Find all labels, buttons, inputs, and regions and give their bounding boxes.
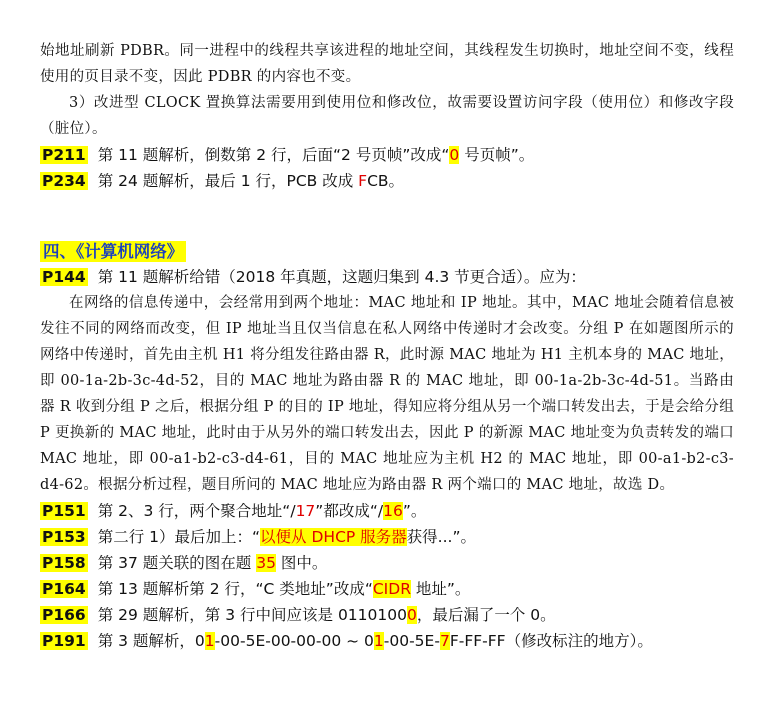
page-tag: P191 bbox=[42, 632, 86, 650]
page-tag: P151 bbox=[42, 502, 86, 520]
page-tag: P234 bbox=[42, 172, 86, 190]
correction-red-text: 17 bbox=[295, 502, 316, 520]
top-paragraph-1: 始地址刷新 PDBR。同一进程中的线程共享该进程的地址空间，其线程发生切换时，地址空间不变，线程使用的页目录不变，因此 PDBR 的内容也不变。 bbox=[40, 43, 734, 85]
erratum-p166: P166 第 29 题解析，第 3 行中间应该是 01101000，最后漏了一个 0。 bbox=[42, 606, 556, 624]
page-tag: P164 bbox=[42, 580, 86, 598]
page-tag: P211 bbox=[42, 146, 86, 164]
correction-highlight: 0 bbox=[406, 606, 417, 624]
erratum-p191: P191 第 3 题解析，01-00-5E-00-00-00 ~ 01-00-5E-7F-FF-FF（修改标注的地方）。 bbox=[42, 632, 653, 650]
page-tag: P166 bbox=[42, 606, 86, 624]
correction-highlight: 35 bbox=[256, 554, 276, 572]
erratum-p164: P164 第 13 题解析第 2 行，“C 类地址”改成“CIDR 地址”。 bbox=[42, 580, 471, 598]
correction-highlight: CIDR bbox=[372, 580, 411, 598]
page-tag: P144 bbox=[42, 268, 86, 286]
erratum-p153: P153 第二行 1）最后加上：“以便从 DHCP 服务器获得...”。 bbox=[42, 528, 476, 546]
erratum-p151: P151 第 2、3 行，两个聚合地址“/17”都改成“/16”。 bbox=[42, 502, 427, 520]
correction-highlight: 0 bbox=[449, 146, 460, 164]
correction-highlight: 以便从 DHCP 服务器 bbox=[260, 528, 407, 546]
correction-highlight: 1 bbox=[204, 632, 215, 650]
erratum-p158: P158 第 37 题关联的图在题 35 图中。 bbox=[42, 554, 328, 572]
erratum-p211: P211 第 11 题解析，倒数第 2 行，后面“2 号页帧”改成“0 号页帧”。 bbox=[42, 146, 535, 164]
erratum-p144-body: 在网络的信息传递中，会经常用到两个地址：MAC 地址和 IP 地址。其中，MAC 地址会随着信息被发往不同的网络而改变，但 IP 地址当且仅当信息在私人网络中传递时才会改变。分组 P 在如题图所示的网络中传递时，首先由主机 H1 将分组发往路由器 R，此时源 MAC 地址为 H1 主机本身的 MAC 地址，即 00-1a-2b-3c-4d-52，目的 MAC 地址为路由器 R 的 MAC 地址，即 00-1a-2b-3c-4d-51。当路由器 R 收到分组 P 之后，根据分组 P 的目的 IP 地址，得知应将分组从另一个端口转发出去，于是会给分组 P 更换新的 MAC 地址，此时由于从另外的端口转发出去，因此 P 的新源 MAC 地址变为负责转发的端口 MAC 地址，即 00-a1-b2-c3-d4-61，目的 MAC 地址应为主机 H2 的 MAC 地址，即 00-a1-b2-c3-d4-62。根据分析过程，题目所问的 MAC 地址应为路由器 R 两个端口的 MAC 地址，故选 D。 bbox=[40, 295, 734, 493]
page-tag: P158 bbox=[42, 554, 86, 572]
correction-highlight: 16 bbox=[383, 502, 403, 520]
section-title: 四、《计算机网络》 bbox=[40, 241, 186, 262]
erratum-p234: P234 第 24 题解析，最后 1 行，PCB 改成 FCB。 bbox=[42, 172, 405, 190]
correction-highlight: 1 bbox=[373, 632, 384, 650]
document-page bbox=[40, 38, 734, 654]
section-heading bbox=[40, 238, 734, 262]
correction-highlight: 7 bbox=[439, 632, 450, 650]
correction-red-text: F bbox=[358, 172, 368, 190]
top-paragraph-2: 3）改进型 CLOCK 置换算法需要用到使用位和修改位，故需要设置访问字段（使用位）和修改字段（脏位）。 bbox=[40, 95, 734, 137]
erratum-p144: P144 第 11 题解析给错（2018 年真题，这题归集到 4.3 节更合适）。应为： bbox=[42, 268, 586, 286]
page-tag: P153 bbox=[42, 528, 86, 546]
